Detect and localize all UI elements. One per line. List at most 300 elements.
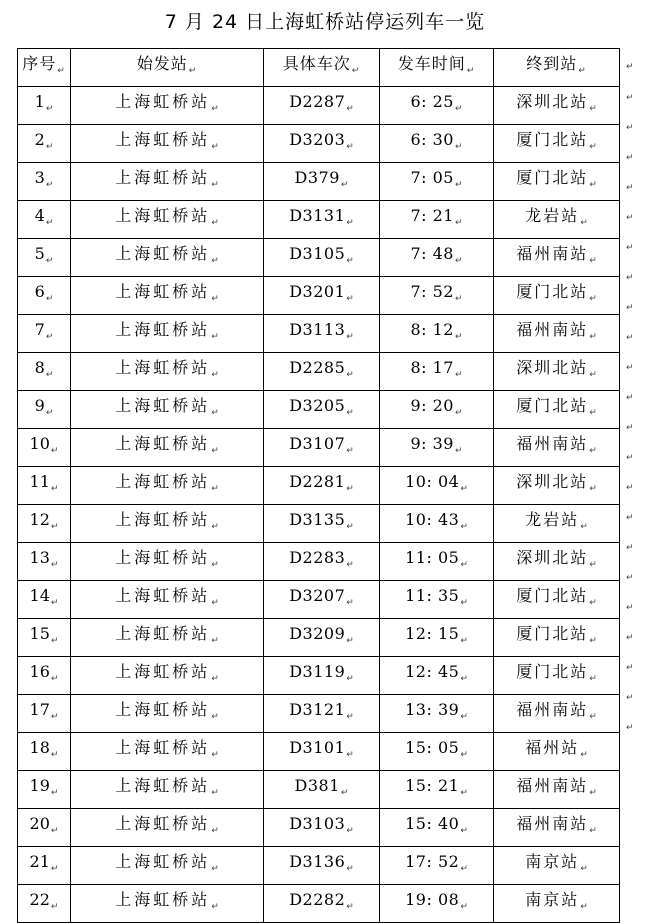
paragraph-mark-icon: ↵ bbox=[460, 826, 468, 836]
paragraph-mark-icon: ↵ bbox=[460, 674, 468, 684]
cell-destination-text: 福州南站 bbox=[516, 776, 589, 795]
paragraph-mark-icon: ↵ bbox=[346, 256, 354, 266]
cell-origin-text: 上海虹桥站 bbox=[115, 130, 211, 149]
cell-time bbox=[380, 391, 494, 429]
cell-train-text: D3209 bbox=[289, 624, 346, 643]
paragraph-mark-icon: ↵ bbox=[626, 62, 634, 72]
paragraph-mark-icon: ↵ bbox=[211, 294, 219, 304]
cell-origin-text: 上海虹桥站 bbox=[115, 890, 211, 909]
cell-train-text: D3107 bbox=[289, 434, 346, 453]
paragraph-mark-icon: ↵ bbox=[211, 712, 219, 722]
cell-time bbox=[380, 125, 494, 163]
cell-origin-text: 上海虹桥站 bbox=[115, 586, 211, 605]
cell-train bbox=[264, 657, 380, 695]
paragraph-mark-icon: ↵ bbox=[346, 522, 354, 532]
paragraph-mark-icon: ↵ bbox=[454, 218, 463, 228]
paragraph-mark-icon: ↵ bbox=[626, 573, 634, 583]
cell-origin bbox=[71, 315, 264, 353]
cell-train-text: D3136 bbox=[289, 852, 346, 871]
cell-train-text: D3131 bbox=[289, 206, 346, 225]
paragraph-mark-icon: ↵ bbox=[346, 560, 354, 570]
page-title: 7 月 24 日上海虹桥站停运列车一览 bbox=[164, 11, 486, 33]
cell-no bbox=[18, 543, 71, 581]
cell-destination bbox=[494, 87, 620, 125]
paragraph-mark-icon: ↵ bbox=[351, 66, 361, 76]
cell-train bbox=[264, 885, 380, 923]
cell-time-text: 12: 45 bbox=[405, 662, 460, 681]
cell-train bbox=[264, 505, 380, 543]
table-row bbox=[18, 771, 620, 809]
header-train bbox=[264, 49, 380, 87]
table-row bbox=[18, 733, 620, 771]
cell-destination-text: 福州南站 bbox=[516, 434, 589, 453]
cell-time-text: 11: 05 bbox=[405, 548, 460, 567]
paragraph-mark-icon: ↵ bbox=[45, 294, 54, 304]
header-destination bbox=[494, 49, 620, 87]
cell-no-text: 11 bbox=[29, 472, 50, 491]
cell-origin bbox=[71, 695, 264, 733]
cell-time-text: 11: 35 bbox=[405, 586, 460, 605]
cell-train bbox=[264, 201, 380, 239]
cell-no bbox=[18, 125, 71, 163]
cell-destination bbox=[494, 771, 620, 809]
cell-train bbox=[264, 695, 380, 733]
table-row bbox=[18, 163, 620, 201]
cell-destination-text: 福州南站 bbox=[516, 814, 589, 833]
header-origin bbox=[71, 49, 264, 87]
cell-origin bbox=[71, 733, 264, 771]
paragraph-mark-icon: ↵ bbox=[589, 294, 597, 304]
paragraph-mark-icon: ↵ bbox=[211, 674, 219, 684]
paragraph-mark-icon: ↵ bbox=[626, 153, 634, 163]
cell-time bbox=[380, 657, 494, 695]
cell-train-text: D3203 bbox=[289, 130, 346, 149]
cell-destination bbox=[494, 695, 620, 733]
table-row bbox=[18, 391, 620, 429]
paragraph-mark-icon: ↵ bbox=[589, 408, 597, 418]
cell-destination bbox=[494, 657, 620, 695]
paragraph-mark-icon: ↵ bbox=[346, 864, 354, 874]
paragraph-mark-icon: ↵ bbox=[626, 633, 634, 643]
cell-train bbox=[264, 353, 380, 391]
cell-time-text: 7: 48 bbox=[410, 244, 454, 263]
cell-train-text: D3103 bbox=[289, 814, 346, 833]
table-row bbox=[18, 505, 620, 543]
cell-destination bbox=[494, 353, 620, 391]
paragraph-mark-icon: ↵ bbox=[50, 522, 59, 532]
cell-time bbox=[380, 885, 494, 923]
paragraph-mark-icon: ↵ bbox=[466, 66, 476, 76]
paragraph-mark-icon: ↵ bbox=[346, 636, 354, 646]
paragraph-mark-icon: ↵ bbox=[460, 522, 468, 532]
cell-train-text: D3201 bbox=[289, 282, 346, 301]
table-row bbox=[18, 847, 620, 885]
cell-train bbox=[264, 429, 380, 467]
paragraph-mark-icon: ↵ bbox=[45, 104, 54, 114]
cell-destination-text: 南京站 bbox=[525, 890, 580, 909]
cell-train bbox=[264, 163, 380, 201]
cell-time bbox=[380, 847, 494, 885]
cell-destination-text: 深圳北站 bbox=[516, 548, 589, 567]
cell-origin-text: 上海虹桥站 bbox=[115, 358, 211, 377]
cell-origin-text: 上海虹桥站 bbox=[115, 206, 211, 225]
paragraph-mark-icon: ↵ bbox=[45, 370, 54, 380]
cell-no bbox=[18, 695, 71, 733]
table-row bbox=[18, 695, 620, 733]
paragraph-mark-icon: ↵ bbox=[460, 788, 468, 798]
cell-origin-text: 上海虹桥站 bbox=[115, 548, 211, 567]
paragraph-mark-icon: ↵ bbox=[626, 93, 634, 103]
cell-destination bbox=[494, 277, 620, 315]
paragraph-mark-icon: ↵ bbox=[454, 142, 463, 152]
cell-train-text: D2282 bbox=[289, 890, 346, 909]
cell-no-text: 19 bbox=[29, 776, 50, 795]
cell-destination bbox=[494, 201, 620, 239]
paragraph-mark-icon: ↵ bbox=[346, 446, 354, 456]
paragraph-mark-icon: ↵ bbox=[454, 332, 463, 342]
paragraph-mark-icon: ↵ bbox=[580, 522, 588, 532]
cell-train-text: D3119 bbox=[289, 662, 346, 681]
paragraph-mark-icon: ↵ bbox=[626, 183, 634, 193]
cell-train-text: D2287 bbox=[289, 92, 346, 111]
paragraph-mark-icon: ↵ bbox=[50, 674, 59, 684]
paragraph-mark-icon: ↵ bbox=[346, 826, 354, 836]
cell-train bbox=[264, 619, 380, 657]
table-row bbox=[18, 581, 620, 619]
cell-train-text: D3113 bbox=[289, 320, 346, 339]
paragraph-mark-icon: ↵ bbox=[50, 826, 59, 836]
table-header-row bbox=[18, 49, 620, 87]
cell-destination-text: 厦门北站 bbox=[516, 662, 589, 681]
cell-origin bbox=[71, 581, 264, 619]
cell-origin bbox=[71, 505, 264, 543]
cell-train bbox=[264, 87, 380, 125]
paragraph-mark-icon: ↵ bbox=[460, 484, 468, 494]
paragraph-mark-icon: ↵ bbox=[45, 332, 54, 342]
cell-origin bbox=[71, 429, 264, 467]
paragraph-mark-icon: ↵ bbox=[454, 104, 463, 114]
cell-no-text: 3 bbox=[34, 168, 45, 187]
paragraph-mark-icon: ↵ bbox=[211, 826, 219, 836]
paragraph-mark-icon: ↵ bbox=[211, 788, 219, 798]
cell-time-text: 7: 21 bbox=[410, 206, 454, 225]
cell-train-text: D3101 bbox=[289, 738, 346, 757]
cell-no-text: 8 bbox=[34, 358, 45, 377]
cell-time bbox=[380, 239, 494, 277]
cell-no-text: 4 bbox=[34, 206, 45, 225]
table-row bbox=[18, 201, 620, 239]
cell-destination bbox=[494, 619, 620, 657]
cell-no bbox=[18, 391, 71, 429]
paragraph-mark-icon: ↵ bbox=[589, 332, 597, 342]
cell-no-text: 9 bbox=[34, 396, 45, 415]
paragraph-mark-icon: ↵ bbox=[589, 636, 597, 646]
cell-no-text: 7 bbox=[34, 320, 45, 339]
cell-destination-text: 福州站 bbox=[525, 738, 580, 757]
cell-train bbox=[264, 315, 380, 353]
cell-origin bbox=[71, 391, 264, 429]
paragraph-mark-icon: ↵ bbox=[589, 560, 597, 570]
cell-origin-text: 上海虹桥站 bbox=[115, 320, 211, 339]
header-origin-label: 始发站 bbox=[136, 54, 188, 73]
paragraph-mark-icon: ↵ bbox=[50, 902, 59, 912]
cell-train-text: D2285 bbox=[289, 358, 346, 377]
cell-time-text: 15: 05 bbox=[405, 738, 460, 757]
cell-origin-text: 上海虹桥站 bbox=[115, 510, 211, 529]
paragraph-mark-icon: ↵ bbox=[50, 446, 59, 456]
paragraph-mark-icon: ↵ bbox=[626, 693, 634, 703]
paragraph-mark-icon: ↵ bbox=[626, 363, 634, 373]
cell-destination-text: 龙岩站 bbox=[525, 510, 580, 529]
cell-destination-text: 龙岩站 bbox=[525, 206, 580, 225]
cell-origin bbox=[71, 353, 264, 391]
cell-origin-text: 上海虹桥站 bbox=[115, 624, 211, 643]
cell-no bbox=[18, 885, 71, 923]
cell-train-text: D3121 bbox=[289, 700, 346, 719]
table-row bbox=[18, 619, 620, 657]
paragraph-mark-icon: ↵ bbox=[626, 513, 634, 523]
cell-no bbox=[18, 315, 71, 353]
cell-destination bbox=[494, 315, 620, 353]
cell-destination-text: 南京站 bbox=[525, 852, 580, 871]
paragraph-mark-icon: ↵ bbox=[346, 408, 354, 418]
cell-time-text: 8: 12 bbox=[410, 320, 454, 339]
cell-no-text: 18 bbox=[29, 738, 50, 757]
cell-destination-text: 福州南站 bbox=[516, 320, 589, 339]
paragraph-mark-icon: ↵ bbox=[211, 522, 219, 532]
cell-time-text: 7: 52 bbox=[410, 282, 454, 301]
header-time-label: 发车时间 bbox=[397, 54, 466, 73]
cell-destination bbox=[494, 391, 620, 429]
paragraph-mark-icon: ↵ bbox=[589, 370, 597, 380]
cell-origin bbox=[71, 657, 264, 695]
paragraph-mark-icon: ↵ bbox=[340, 180, 349, 190]
cell-time bbox=[380, 353, 494, 391]
cell-origin bbox=[71, 201, 264, 239]
cell-train bbox=[264, 125, 380, 163]
cell-destination bbox=[494, 581, 620, 619]
cell-train-text: D381 bbox=[294, 776, 340, 795]
table-row bbox=[18, 87, 620, 125]
paragraph-mark-icon: ↵ bbox=[346, 142, 354, 152]
cell-time-text: 10: 04 bbox=[405, 472, 460, 491]
paragraph-mark-icon: ↵ bbox=[211, 446, 219, 456]
cell-train bbox=[264, 733, 380, 771]
paragraph-mark-icon: ↵ bbox=[346, 332, 354, 342]
paragraph-mark-icon: ↵ bbox=[50, 636, 59, 646]
paragraph-mark-icon: ↵ bbox=[626, 663, 634, 673]
paragraph-mark-icon: ↵ bbox=[211, 332, 219, 342]
cell-train bbox=[264, 467, 380, 505]
cell-origin bbox=[71, 885, 264, 923]
paragraph-mark-icon: ↵ bbox=[580, 218, 588, 228]
cell-origin bbox=[71, 277, 264, 315]
cell-train bbox=[264, 771, 380, 809]
paragraph-mark-icon: ↵ bbox=[589, 142, 597, 152]
paragraph-mark-icon: ↵ bbox=[346, 218, 354, 228]
paragraph-mark-icon: ↵ bbox=[578, 66, 587, 76]
paragraph-mark-icon: ↵ bbox=[211, 560, 219, 570]
cell-time bbox=[380, 581, 494, 619]
paragraph-mark-icon: ↵ bbox=[454, 180, 463, 190]
paragraph-mark-icon: ↵ bbox=[50, 750, 59, 760]
paragraph-mark-icon: ↵ bbox=[460, 560, 468, 570]
paragraph-mark-icon: ↵ bbox=[211, 902, 219, 912]
cell-time-text: 6: 25 bbox=[410, 92, 454, 111]
paragraph-mark-icon: ↵ bbox=[454, 446, 463, 456]
cell-origin-text: 上海虹桥站 bbox=[115, 472, 211, 491]
paragraph-mark-icon: ↵ bbox=[460, 598, 468, 608]
cell-origin bbox=[71, 847, 264, 885]
paragraph-mark-icon: ↵ bbox=[346, 598, 354, 608]
cell-origin-text: 上海虹桥站 bbox=[115, 168, 211, 187]
cell-no-text: 16 bbox=[29, 662, 50, 681]
cell-train bbox=[264, 239, 380, 277]
cell-no-text: 2 bbox=[34, 130, 45, 149]
cell-no bbox=[18, 429, 71, 467]
cell-no bbox=[18, 87, 71, 125]
cell-no bbox=[18, 277, 71, 315]
cell-no-text: 21 bbox=[29, 852, 50, 871]
paragraph-mark-icon: ↵ bbox=[211, 484, 219, 494]
cell-origin bbox=[71, 543, 264, 581]
cell-destination-text: 福州南站 bbox=[516, 700, 589, 719]
cell-no bbox=[18, 771, 71, 809]
cell-time-text: 15: 21 bbox=[405, 776, 460, 795]
paragraph-mark-icon: ↵ bbox=[626, 603, 634, 613]
paragraph-mark-icon: ↵ bbox=[460, 750, 468, 760]
cell-origin bbox=[71, 239, 264, 277]
table-row bbox=[18, 315, 620, 353]
cell-time bbox=[380, 467, 494, 505]
table-row bbox=[18, 277, 620, 315]
cell-no-text: 15 bbox=[29, 624, 50, 643]
paragraph-mark-icon: ↵ bbox=[211, 256, 219, 266]
cell-time-text: 13: 39 bbox=[405, 700, 460, 719]
paragraph-mark-icon: ↵ bbox=[589, 180, 597, 190]
cell-no-text: 14 bbox=[29, 586, 50, 605]
paragraph-mark-icon: ↵ bbox=[589, 256, 597, 266]
paragraph-mark-icon: ↵ bbox=[45, 142, 54, 152]
cell-no bbox=[18, 847, 71, 885]
cell-no-text: 1 bbox=[34, 92, 45, 111]
paragraph-mark-icon: ↵ bbox=[626, 453, 634, 463]
cell-destination bbox=[494, 429, 620, 467]
cell-train bbox=[264, 543, 380, 581]
cell-time bbox=[380, 619, 494, 657]
cell-time bbox=[380, 163, 494, 201]
table-row bbox=[18, 467, 620, 505]
cell-destination bbox=[494, 543, 620, 581]
paragraph-mark-icon: ↵ bbox=[346, 902, 354, 912]
paragraph-mark-icon: ↵ bbox=[460, 902, 468, 912]
cell-time bbox=[380, 771, 494, 809]
cell-time-text: 17: 52 bbox=[405, 852, 460, 871]
cell-train-text: D2283 bbox=[289, 548, 346, 567]
cell-no-text: 10 bbox=[29, 434, 50, 453]
cell-train bbox=[264, 847, 380, 885]
paragraph-mark-icon: ↵ bbox=[626, 243, 634, 253]
paragraph-mark-icon: ↵ bbox=[211, 598, 219, 608]
paragraph-mark-icon: ↵ bbox=[589, 712, 597, 722]
paragraph-mark-icon: ↵ bbox=[50, 788, 59, 798]
cell-time bbox=[380, 543, 494, 581]
header-train-label: 具体车次 bbox=[282, 54, 351, 73]
cell-no bbox=[18, 581, 71, 619]
paragraph-mark-icon: ↵ bbox=[589, 674, 597, 684]
paragraph-mark-icon: ↵ bbox=[626, 213, 634, 223]
cell-destination-text: 厦门北站 bbox=[516, 130, 589, 149]
paragraph-mark-icon: ↵ bbox=[188, 66, 198, 76]
cell-no bbox=[18, 353, 71, 391]
paragraph-mark-icon: ↵ bbox=[626, 303, 634, 313]
cell-time-text: 15: 40 bbox=[405, 814, 460, 833]
cell-destination bbox=[494, 885, 620, 923]
cell-no bbox=[18, 201, 71, 239]
paragraph-mark-icon: ↵ bbox=[211, 370, 219, 380]
cell-no bbox=[18, 809, 71, 847]
cell-no bbox=[18, 239, 71, 277]
cell-destination bbox=[494, 163, 620, 201]
paragraph-mark-icon: ↵ bbox=[626, 723, 634, 733]
paragraph-mark-icon: ↵ bbox=[50, 864, 59, 874]
paragraph-mark-icon: ↵ bbox=[580, 750, 588, 760]
paragraph-mark-icon: ↵ bbox=[346, 712, 354, 722]
cell-time-text: 8: 17 bbox=[410, 358, 454, 377]
paragraph-mark-icon: ↵ bbox=[57, 66, 66, 76]
paragraph-mark-icon: ↵ bbox=[211, 142, 219, 152]
cell-time bbox=[380, 809, 494, 847]
cell-origin-text: 上海虹桥站 bbox=[115, 434, 211, 453]
cell-destination-text: 深圳北站 bbox=[516, 92, 589, 111]
paragraph-mark-icon: ↵ bbox=[626, 123, 634, 133]
cell-time bbox=[380, 695, 494, 733]
cell-origin-text: 上海虹桥站 bbox=[115, 244, 211, 263]
schedule-table bbox=[17, 48, 620, 923]
cell-time bbox=[380, 87, 494, 125]
paragraph-mark-icon: ↵ bbox=[50, 712, 59, 722]
cell-destination bbox=[494, 125, 620, 163]
cell-time bbox=[380, 315, 494, 353]
table-body bbox=[18, 87, 620, 923]
cell-train bbox=[264, 581, 380, 619]
cell-no bbox=[18, 657, 71, 695]
paragraph-mark-icon: ↵ bbox=[211, 180, 219, 190]
paragraph-mark-icon: ↵ bbox=[626, 333, 634, 343]
paragraph-mark-icon: ↵ bbox=[589, 826, 597, 836]
cell-train bbox=[264, 391, 380, 429]
paragraph-mark-icon: ↵ bbox=[454, 256, 463, 266]
cell-origin-text: 上海虹桥站 bbox=[115, 662, 211, 681]
cell-origin bbox=[71, 163, 264, 201]
cell-train bbox=[264, 809, 380, 847]
cell-no-text: 5 bbox=[34, 244, 45, 263]
cell-train-text: D3205 bbox=[289, 396, 346, 415]
cell-destination-text: 厦门北站 bbox=[516, 282, 589, 301]
cell-origin bbox=[71, 125, 264, 163]
paragraph-mark-icon: ↵ bbox=[626, 393, 634, 403]
paragraph-mark-icon: ↵ bbox=[50, 560, 59, 570]
cell-no-text: 22 bbox=[29, 890, 50, 909]
paragraph-mark-icon: ↵ bbox=[589, 598, 597, 608]
cell-time-text: 19: 08 bbox=[405, 890, 460, 909]
paragraph-mark-icon: ↵ bbox=[626, 483, 634, 493]
cell-origin-text: 上海虹桥站 bbox=[115, 776, 211, 795]
cell-time bbox=[380, 201, 494, 239]
paragraph-mark-icon: ↵ bbox=[454, 408, 463, 418]
paragraph-mark-icon: ↵ bbox=[589, 788, 597, 798]
paragraph-mark-icon: ↵ bbox=[346, 750, 354, 760]
